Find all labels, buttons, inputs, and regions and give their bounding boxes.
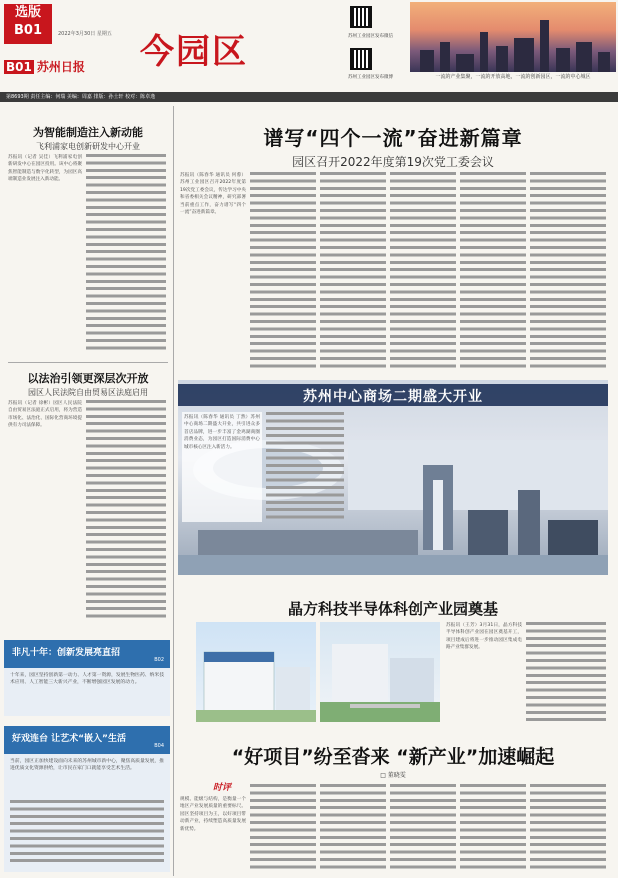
feature-box1-header[interactable] xyxy=(4,640,170,668)
industrial-park-rendering-2 xyxy=(320,622,440,722)
jingfang-body: 苏报讯（王芳）3月31日，晶方科技半导体科创产业园在园区奠基开工，项目建成后将进一步推动园区集成电路产业集群发展。 xyxy=(446,623,522,651)
jingfang-headline: 晶方科技半导体科创产业园奠基 xyxy=(287,600,498,618)
qr-label-weibo: 苏州工业园区发布微博 xyxy=(348,75,393,80)
story1-title: 为智能制造注入新动能 xyxy=(33,126,143,139)
mall-body: 苏报讯（陈春华 通讯员 丁然）苏州中心商场二期盛大开业，共引进众多首店品牌，进一步丰富了金鸡湖商圈消费业态，为园区打造国际消费中心城市核心区注入新活力。 xyxy=(182,412,262,522)
main-subheadline: 园区召开2022年度第19次党工委会议 xyxy=(292,155,494,169)
feature-headline: “好项目”纷至沓来 “新产业”加速崛起 xyxy=(231,746,555,768)
main-body-col6 xyxy=(530,172,606,372)
skyline-image xyxy=(410,2,616,72)
main-headline: 谱写“四个一流”奋进新篇章 xyxy=(263,126,523,150)
edition-tag xyxy=(4,4,52,44)
main-body-col5 xyxy=(460,172,526,372)
story2-body-cont xyxy=(86,400,166,622)
feature-box2-body-cont xyxy=(10,800,164,864)
feature-body-col2 xyxy=(250,784,316,872)
divider xyxy=(8,362,168,363)
feature-box1-title: 非凡十年：创新发展亮直招 xyxy=(12,648,121,658)
story2-title: 以法治引领更深层次开放 xyxy=(27,372,149,385)
story1-body: 苏报讯（记者 吴佳）飞利浦家电创新研发中心在园区投用。该中心将聚焦智能制造与数字化转型，为园区高端制造业发展注入新动能。 xyxy=(8,155,82,183)
edition-tag-label: 选版 xyxy=(14,5,41,20)
info-bar: 第8693期 责任主编：何瑞 美编：周嘉 排版：孙士轩 校对：陈卓逸 xyxy=(0,92,618,102)
feature-box2-header[interactable] xyxy=(4,726,170,754)
feature-box1-page: B02 xyxy=(154,657,164,663)
feature-box2-body-bg xyxy=(4,754,170,872)
paper-code: B01 xyxy=(6,60,32,74)
commentary-body: 规模、能级与结构，是衡量一个地区产业发展质量的重要标尺。园区坚持项目为王，以好项目带动新产业，持续塑造高质量发展新优势。 xyxy=(180,797,246,832)
mall-body-cont xyxy=(266,412,344,522)
main-body: 苏报讯（陈春华 通讯员 何蓉）苏州工业园区召开2022年度第19次党工委会议，传达学习中央和省委相关会议精神，研究部署当前重点工作，奋力谱写“四个一流”奋进新篇章。 xyxy=(180,173,246,216)
feature-box1-body-bg xyxy=(4,668,170,716)
section-title: 今园区 xyxy=(140,32,248,72)
feature-box2-title: 好戏连台 让艺术“嵌入”生活 xyxy=(12,734,126,744)
story2-subtitle: 园区人民法院自由贸易区法庭启用 xyxy=(28,388,148,397)
feature-box1-body: 十年来，园区坚持创新第一动力、人才第一资源，发展生物医药、纳米技术应用、人工智能三大新兴产业，不断增强园区发展的动力。 xyxy=(10,673,164,686)
paper-title: 苏州日报 xyxy=(36,60,85,74)
edition-tag-code: B01 xyxy=(14,23,42,38)
story1-subtitle: 飞利浦家电创新研发中心开业 xyxy=(36,142,140,151)
feature-body-col3 xyxy=(320,784,386,872)
story1-body-cont xyxy=(86,154,166,354)
mall-headline: 苏州中心商场二期盛大开业 xyxy=(303,389,483,405)
main-body-col4 xyxy=(390,172,456,372)
commentary-label: 时评 xyxy=(213,783,232,793)
feature-box2-page: B04 xyxy=(154,743,164,749)
feature-box2-body: 当前，园区正加快建设面向未来的苏州城市新中心，聚焦高质量发展，推进优质文化资源供给，让市民在家门口就能享受艺术生活。 xyxy=(10,759,164,772)
feature-byline: □ 董晓雯 xyxy=(380,772,406,779)
industrial-park-rendering-1 xyxy=(196,622,316,722)
qr-label-wechat: 苏州工业园区发布微信 xyxy=(348,34,393,39)
jingfang-body-cont xyxy=(526,622,606,722)
issue-date: 2022年3月30日 星期五 xyxy=(58,31,112,37)
skyline-caption: 一流的产业集聚，一流的开放高地，一流的创新园区，一流的中心城区 xyxy=(435,74,591,80)
column-divider xyxy=(173,106,174,876)
main-body-col3 xyxy=(320,172,386,372)
feature-body-col4 xyxy=(390,784,456,872)
feature-body-col5 xyxy=(460,784,526,872)
feature-body-col6 xyxy=(530,784,606,872)
main-body-col2 xyxy=(250,172,316,372)
story2-body: 苏报讯（记者 徐彬）园区人民法院自由贸易区法庭正式启用，将为营造市场化、法治化、国际化营商环境提供有力司法保障。 xyxy=(8,401,82,429)
qr-code-wechat[interactable] xyxy=(350,6,372,28)
paper-name xyxy=(4,58,85,75)
qr-code-weibo[interactable] xyxy=(350,48,372,70)
